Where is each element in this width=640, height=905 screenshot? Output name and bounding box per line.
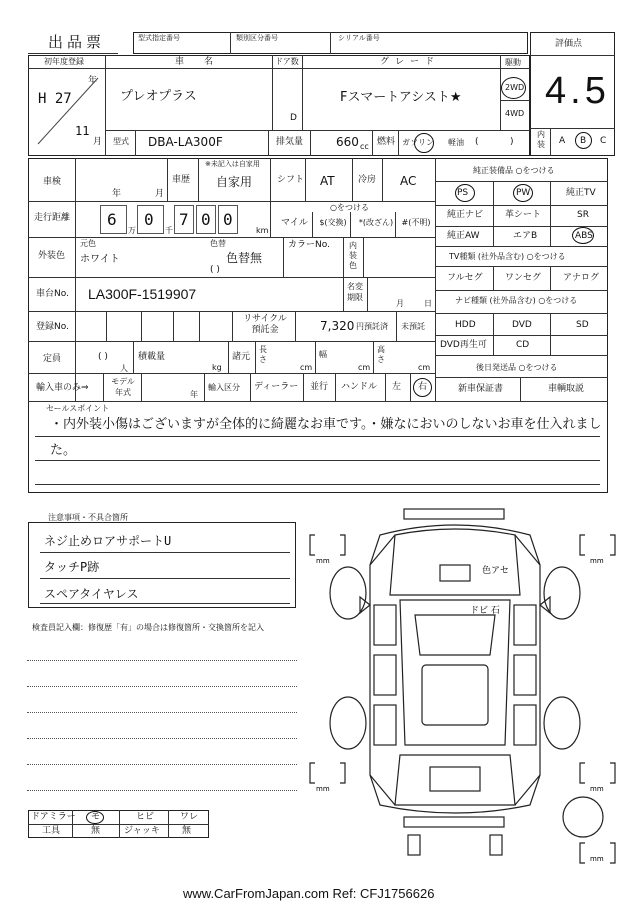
mileage-digit-5: 0 (223, 210, 233, 229)
load-label: 積載量 (138, 352, 166, 362)
history-value: 自家用 (216, 175, 253, 189)
class-number-label: 類別区分番号 (236, 34, 278, 42)
mileage-unit-sen: 千 (165, 226, 173, 235)
tv-title: TV種類 (社外品含む) ○をつける (449, 252, 566, 261)
color-change-value: 色替無 (226, 251, 263, 265)
fuel-selected-circle (414, 133, 434, 153)
shaken-month: 月 (155, 189, 165, 199)
diagram-mark-fade: 色アセ (482, 566, 509, 576)
dims-label: 諸元 (232, 352, 251, 362)
navi-title: ナビ種類 (社外品含む) ○をつける (455, 296, 578, 305)
score-value: 4.5 (545, 70, 610, 112)
capacity-paren: ( ) (98, 352, 108, 362)
acc-mirror-circle (86, 811, 104, 824)
grade-value: Fスマートアシスト★ (340, 90, 462, 105)
mileage-exchange: $(交換) (319, 218, 347, 227)
mileage-digit-2: 0 (144, 210, 154, 229)
page-title: 出品票 (48, 33, 106, 51)
int-color-label: 内装色 (349, 241, 357, 270)
chassis-label: 車台No. (36, 289, 69, 299)
drive-selected-circle (501, 77, 526, 99)
car-name-value: プレオプラス (120, 89, 197, 104)
history-label: 車歴 (172, 175, 191, 185)
acc-jack-value: 無 (182, 826, 192, 836)
original-color-value: ホワイト (80, 254, 120, 265)
serial-label: シリアル番号 (338, 34, 380, 42)
mileage-mile: マイル (281, 218, 308, 228)
equip-airbag: エアB (513, 231, 538, 241)
doors-label: ドア数 (275, 57, 299, 66)
equip-pw: PW (516, 188, 531, 198)
equip-aw: 純正AW (447, 231, 480, 241)
interior-label: 内装 (537, 130, 545, 149)
reg-label: 登録No. (36, 322, 69, 332)
diagram-mark-chip: ドビ 石 (470, 606, 500, 616)
displacement-unit: cc (360, 142, 369, 151)
expiry-label: 名変期限 (347, 282, 363, 302)
drive-4wd: 4WD (505, 109, 525, 118)
acc-break-label: ワレ (180, 812, 199, 822)
handle-left: 左 (392, 382, 402, 392)
first-reg-era: H 27 (38, 91, 72, 107)
model-year-label: モデル年式 (111, 377, 135, 397)
acc-jack-label: ジャッキ (124, 826, 160, 836)
navi-sd: SD (576, 320, 589, 330)
height-label: 高さ (377, 345, 385, 364)
shift-value: AT (320, 174, 335, 188)
recycle-unit: 円預託済 (356, 322, 388, 331)
footer-ref: www.CarFromJapan.com Ref: CFJ1756626 (183, 886, 435, 901)
fuel-diesel: 軽油 (448, 138, 464, 147)
mm-label-rl: mm (316, 785, 330, 793)
drive-2wd: 2WD (505, 83, 525, 92)
shaken-year: 年 (112, 189, 122, 199)
sales-point-line-2: た。 (50, 443, 77, 458)
interior-selected-circle (575, 132, 592, 149)
mileage-unknown: #(不明) (401, 218, 431, 227)
model-code-value: DBA-LA300F (148, 135, 223, 149)
navi-dvd: DVD (512, 320, 532, 330)
length-unit: cm (300, 363, 313, 372)
first-reg-month-unit: 月 (93, 137, 103, 147)
mileage-unit-km: km (256, 226, 269, 235)
shaken-label: 車検 (43, 177, 62, 187)
color-change-label: 色替 (210, 239, 226, 248)
shift-label: シフト (277, 175, 305, 185)
import-year-unit: 年 (190, 390, 198, 399)
interior-option-a: A (559, 136, 566, 146)
first-reg-year-unit: 年 (88, 76, 98, 86)
mileage-altered: *(改ざん) (358, 218, 394, 227)
length-label: 長さ (259, 345, 267, 364)
note-1: ネジ止めロアサポートU (44, 534, 172, 548)
not-entered-note: ※未記入は自家用 (205, 160, 260, 168)
interior-option-c: C (600, 136, 607, 146)
type-approval-label: 型式指定番号 (138, 34, 180, 42)
original-color-label: 元色 (80, 239, 96, 248)
mileage-unit-man: 万 (128, 226, 136, 235)
displacement-value: 660 (336, 135, 359, 149)
notes-title: 注意事項・不具合箇所 (48, 513, 128, 522)
mm-label-spare: mm (590, 855, 604, 863)
recycle-amount: 7,320 (320, 319, 355, 333)
load-unit: kg (212, 363, 222, 372)
equip-sr: SR (577, 210, 589, 220)
drive-label: 駆動 (505, 58, 521, 67)
acc-crack-label: ヒビ (136, 812, 155, 822)
car-diagram (300, 505, 620, 865)
first-reg-label: 初年度登録 (44, 57, 84, 66)
equip-navi: 純正ナビ (447, 210, 484, 220)
import-dealer: ディーラー (254, 382, 299, 392)
capacity-label: 定員 (43, 354, 62, 364)
fuel-paren: ( ) (475, 137, 514, 147)
handle-selected-circle (413, 378, 432, 397)
acc-tools-label: 工具 (42, 826, 61, 836)
fuel-gasoline: ガソリン (402, 138, 434, 147)
navi-dvd-play: DVD再生可 (440, 340, 487, 350)
import-div-label: 輸入区分 (208, 383, 240, 392)
handle-label: ハンドル (341, 382, 378, 392)
after-warranty: 新車保証書 (458, 384, 504, 394)
tv-fullseg: フルセグ (447, 273, 483, 283)
equip-tv: 純正TV (566, 188, 596, 198)
mileage-digit-1: 6 (107, 210, 117, 229)
recycle-status: 未預託 (401, 322, 425, 331)
title-underline (28, 53, 118, 54)
car-name-label: 車名 (175, 57, 234, 67)
fuel-label: 燃料 (377, 137, 396, 147)
width-label: 幅 (319, 350, 327, 359)
ac-value: AC (400, 174, 417, 188)
note-3: スペアタイヤレス (44, 587, 139, 601)
chassis-value: LA300F-1519907 (88, 286, 197, 302)
mm-label-rr: mm (590, 785, 604, 793)
equip-pw-circle (513, 184, 533, 202)
interior-option-b: B (580, 136, 587, 146)
navi-cd: CD (516, 340, 530, 350)
equip-abs: ABS (575, 231, 593, 241)
import-label: 輸入車のみ⇒ (36, 383, 89, 393)
width-unit: cm (358, 363, 371, 372)
equip-abs-circle (572, 227, 594, 244)
after-title: 後日発送品 ○をつける (476, 363, 558, 372)
acc-mirror-value: モ (91, 812, 101, 822)
color-label: 外装色 (38, 251, 66, 261)
recycle-label: リサイクル預託金 (243, 314, 287, 335)
equipment-title: 純正装備品 ○をつける (473, 166, 555, 175)
acc-tools-value: 無 (91, 826, 101, 836)
first-reg-month: 11 (75, 124, 90, 138)
capacity-unit: 人 (120, 364, 128, 373)
mileage-digit-4: 0 (201, 210, 211, 229)
expiry-day: 日 (424, 299, 432, 308)
mileage-label: 走行距離 (34, 213, 71, 223)
sales-point-label: セールスポイント (46, 404, 110, 413)
score-label: 評価点 (555, 39, 583, 49)
model-code-label: 型式 (113, 137, 129, 146)
expiry-month: 月 (396, 299, 404, 308)
tv-analog: アナログ (563, 273, 600, 283)
navi-hdd: HDD (455, 320, 476, 330)
color-no-label: カラーNo. (288, 240, 330, 250)
acc-mirror-label: ドアミラー (31, 812, 76, 822)
equip-ps: PS (457, 188, 469, 198)
after-manual: 車輌取説 (548, 384, 585, 394)
sales-point-line-1: ・内外装小傷はございますが全体的に綺麗なお車です。・嫌なにおいのしないお車を仕入れまし (50, 417, 602, 432)
doors-value: D (290, 113, 297, 123)
note-2: タッチP跡 (44, 560, 100, 574)
handle-right: 右 (418, 382, 428, 392)
mileage-digit-3: 7 (179, 210, 189, 229)
ac-label: 冷房 (358, 175, 377, 185)
color-change-paren: ( ) (210, 265, 220, 275)
equip-ps-circle (455, 184, 475, 202)
height-unit: cm (418, 363, 431, 372)
displacement-label: 排気量 (276, 137, 304, 147)
grade-label: グレード (380, 57, 441, 67)
equip-leather: 革シート (505, 210, 542, 220)
inspector-label: 検査員記入欄：修復歴「有」の場合は修復箇所・交換箇所を記入 (32, 623, 264, 632)
mileage-circle-note: ○をつける (330, 203, 369, 212)
import-parallel: 並行 (310, 382, 329, 392)
mm-label-fr: mm (590, 557, 604, 565)
mm-label-fl: mm (316, 557, 330, 565)
tv-oneseg: ワンセグ (505, 273, 542, 283)
